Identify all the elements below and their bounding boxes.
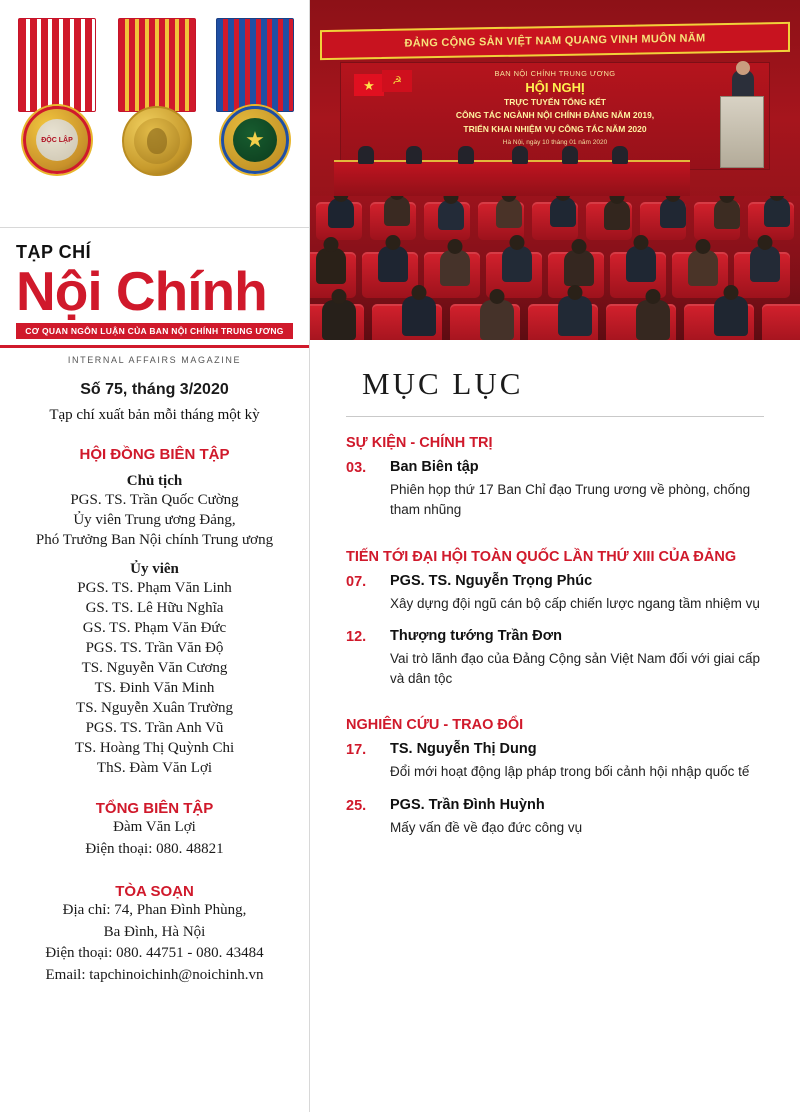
editor-in-chief-name: Đàm Văn Lợi bbox=[113, 819, 196, 836]
head-table-person bbox=[562, 146, 578, 164]
toc-title: MỤC LỤC bbox=[362, 366, 524, 401]
stage-subtitle-1: TRỰC TUYẾN TỔNG KẾT bbox=[504, 97, 606, 107]
editorial-member: PGS. TS. Trần Văn Độ bbox=[85, 639, 224, 656]
audience-person bbox=[564, 250, 594, 286]
audience-person bbox=[558, 296, 592, 336]
toc-entry-description: Xây dựng đội ngũ cán bộ cấp chiến lược ngang tầm nhiệm vụ bbox=[390, 595, 760, 611]
medal-pendant bbox=[122, 106, 192, 176]
medal-portrait bbox=[134, 118, 180, 164]
audience-person bbox=[322, 300, 356, 340]
editor-in-chief-phone: Điện thoại: 080. 48821 bbox=[85, 841, 224, 858]
editorial-chair-role-line2: Phó Trưởng Ban Nội chính Trung ương bbox=[35, 532, 274, 549]
audience-person bbox=[384, 196, 410, 226]
audience-person bbox=[636, 300, 670, 340]
stage-title: HỘI NGHỊ bbox=[525, 80, 585, 95]
audience-person bbox=[714, 199, 740, 229]
audience-person bbox=[688, 250, 718, 286]
cover-left-column bbox=[0, 0, 310, 1112]
editorial-member: PGS. TS. Trần Anh Vũ bbox=[85, 720, 224, 737]
flags-group bbox=[354, 70, 420, 112]
toc-entry-author: Ban Biên tập bbox=[390, 459, 479, 475]
office-email: Email: tapchinoichinh@noichinh.vn bbox=[45, 967, 264, 984]
head-table-person bbox=[458, 146, 474, 164]
audience-person bbox=[440, 250, 470, 286]
office-heading: TÒA SOẠN bbox=[115, 882, 194, 900]
stage-date-line: Hà Nội, ngày 10 tháng 01 năm 2020 bbox=[502, 139, 608, 147]
medal-ribbon bbox=[118, 18, 196, 112]
cover-right-column bbox=[310, 0, 800, 1112]
toc-section-heading: TIẾN TỚI ĐẠI HỘI TOÀN QUỐC LẦN THỨ XIII CỦA ĐẢNG bbox=[346, 548, 737, 565]
toc-entry[interactable] bbox=[346, 741, 770, 794]
office-address-line1: Địa chỉ: 74, Phan Đình Phùng, bbox=[62, 901, 247, 918]
toc-section-heading: NGHIÊN CỨU - TRAO ĐỔI bbox=[346, 717, 524, 734]
toc-entry-author: Thượng tướng Trần Đơn bbox=[390, 627, 562, 644]
toc-entry-description: Mấy vấn đề về đạo đức công vụ bbox=[390, 819, 583, 835]
toc-entry-author: PGS. TS. Nguyễn Trọng Phúc bbox=[390, 572, 593, 589]
toc-entry[interactable] bbox=[346, 573, 770, 626]
audience-person bbox=[750, 246, 780, 282]
editorial-board-heading: HỘI ĐỒNG BIÊN TẬP bbox=[79, 446, 230, 464]
toc-entry-body bbox=[390, 797, 770, 850]
office-address-line2: Ba Đình, Hà Nội bbox=[103, 923, 206, 940]
editorial-member: TS. Nguyễn Văn Cương bbox=[81, 659, 228, 676]
table-of-contents bbox=[310, 417, 800, 850]
toc-entry-page: 17. bbox=[346, 742, 367, 759]
podium bbox=[720, 96, 764, 168]
toc-entry[interactable] bbox=[346, 797, 770, 850]
medal-star bbox=[216, 18, 294, 152]
toc-section-heading: SỰ KIỆN - CHÍNH TRỊ bbox=[346, 435, 493, 451]
toc-entry-body bbox=[390, 459, 770, 533]
audience-person bbox=[502, 246, 532, 282]
stage-org-line: BAN NỘI CHÍNH TRUNG ƯƠNG bbox=[494, 69, 616, 78]
toc-entry-description: Đổi mới hoạt động lập pháp trong bối cảnh hội nhập quốc tế bbox=[390, 764, 750, 780]
party-flag-icon: ☭ bbox=[382, 70, 412, 92]
editorial-chair-role-line1: Ủy viên Trung ương Đảng, bbox=[73, 512, 236, 529]
toc-entry-page: 07. bbox=[346, 573, 367, 590]
office-phone: Điện thoại: 080. 44751 - 080. 43484 bbox=[45, 945, 264, 962]
toc-entry-body bbox=[390, 741, 770, 794]
toc-entry[interactable] bbox=[346, 459, 770, 533]
toc-entry-author: TS. Nguyễn Thị Dung bbox=[390, 741, 537, 758]
head-table-person bbox=[612, 146, 628, 164]
audience-person bbox=[316, 248, 346, 284]
photo-banner-text: ĐẢNG CỘNG SẢN VIỆT NAM QUANG VINH MUÔN NĂM bbox=[404, 32, 706, 50]
medals-illustration bbox=[0, 0, 310, 228]
audience-person bbox=[328, 198, 354, 228]
medal-doc-lap bbox=[18, 18, 96, 144]
medal-center-label: ĐỘC LẬP bbox=[36, 119, 78, 161]
editorial-member: ThS. Đàm Văn Lợi bbox=[96, 760, 213, 777]
editorial-member: TS. Đinh Văn Minh bbox=[94, 680, 215, 696]
audience-person bbox=[378, 246, 408, 282]
editorial-member: TS. Hoàng Thị Quỳnh Chi bbox=[74, 740, 235, 757]
toc-entry-body bbox=[390, 628, 770, 702]
medal-ho-chi-minh bbox=[118, 18, 196, 112]
audience-chair bbox=[762, 304, 800, 340]
issue-periodicity: Tạp chí xuất bản mỗi tháng một kỳ bbox=[49, 407, 260, 424]
stage-subtitle-2: CÔNG TÁC NGÀNH NỘI CHÍNH ĐẢNG NĂM 2019, bbox=[455, 110, 655, 121]
medal-pendant bbox=[221, 106, 289, 174]
editorial-member: GS. TS. Phạm Văn Đức bbox=[82, 619, 227, 636]
medal-ribbon bbox=[216, 18, 294, 112]
toc-entry-page: 25. bbox=[346, 797, 367, 814]
audience-person bbox=[480, 300, 514, 340]
toc-entry-description: Vai trò lãnh đạo của Đảng Cộng sản Việt Nam đối với giai cấp và dân tộc bbox=[390, 650, 761, 686]
audience-person bbox=[550, 197, 576, 227]
toc-entry-page: 12. bbox=[346, 628, 367, 645]
masthead-slogan bbox=[16, 323, 293, 339]
editor-in-chief-heading: TỔNG BIÊN TẬP bbox=[95, 800, 214, 818]
editorial-chair-label: Chủ tịch bbox=[126, 473, 183, 490]
head-table-person bbox=[512, 146, 528, 164]
editorial-chair-name: PGS. TS. Trần Quốc Cường bbox=[70, 492, 239, 509]
audience-person bbox=[764, 197, 790, 227]
editorial-member: PGS. TS. Phạm Văn Linh bbox=[77, 579, 232, 596]
audience-person bbox=[496, 198, 522, 228]
medal-pendant bbox=[23, 106, 91, 174]
vietnam-flag-icon: ★ bbox=[354, 74, 384, 96]
masthead bbox=[0, 228, 309, 348]
masthead-kicker: TẠP CHÍ bbox=[16, 242, 92, 262]
masthead-english-title: INTERNAL AFFAIRS MAGAZINE bbox=[67, 355, 242, 366]
toc-entry-body bbox=[390, 573, 770, 626]
medal-ribbon bbox=[18, 18, 96, 112]
editorial-member: GS. TS. Lê Hữu Nghĩa bbox=[85, 599, 224, 616]
audience-person bbox=[402, 296, 436, 336]
editorial-member: TS. Nguyễn Xuân Trường bbox=[76, 700, 233, 717]
toc-entry-description: Phiên họp thứ 17 Ban Chỉ đạo Trung ương về phòng, chống tham nhũng bbox=[390, 482, 751, 518]
stage-subtitle-3: TRIỂN KHAI NHIỆM VỤ CÔNG TÁC NĂM 2020 bbox=[463, 123, 647, 134]
audience-person bbox=[604, 200, 630, 230]
star-icon: ★ bbox=[233, 118, 277, 162]
masthead-title: Nội Chính bbox=[16, 260, 267, 322]
head-table-person bbox=[358, 146, 374, 164]
toc-entry-author: PGS. Trần Đình Huỳnh bbox=[390, 796, 545, 813]
audience-person bbox=[438, 200, 464, 230]
toc-entry[interactable] bbox=[346, 628, 770, 702]
toc-entry-page: 03. bbox=[346, 460, 367, 476]
masthead-slogan-text: CƠ QUAN NGÔN LUẬN CỦA BAN NỘI CHÍNH TRUNG ƯƠNG bbox=[25, 326, 284, 337]
photo-banner bbox=[320, 22, 790, 60]
head-table bbox=[334, 160, 690, 198]
issue-number: Số 75, tháng 3/2020 bbox=[80, 381, 229, 399]
audience-area bbox=[310, 196, 800, 340]
conference-photo bbox=[310, 0, 800, 340]
audience-person bbox=[714, 296, 748, 336]
audience-person bbox=[660, 198, 686, 228]
editorial-members-label: Ủy viên bbox=[130, 560, 179, 577]
audience-person bbox=[626, 246, 656, 282]
head-table-person bbox=[406, 146, 422, 164]
